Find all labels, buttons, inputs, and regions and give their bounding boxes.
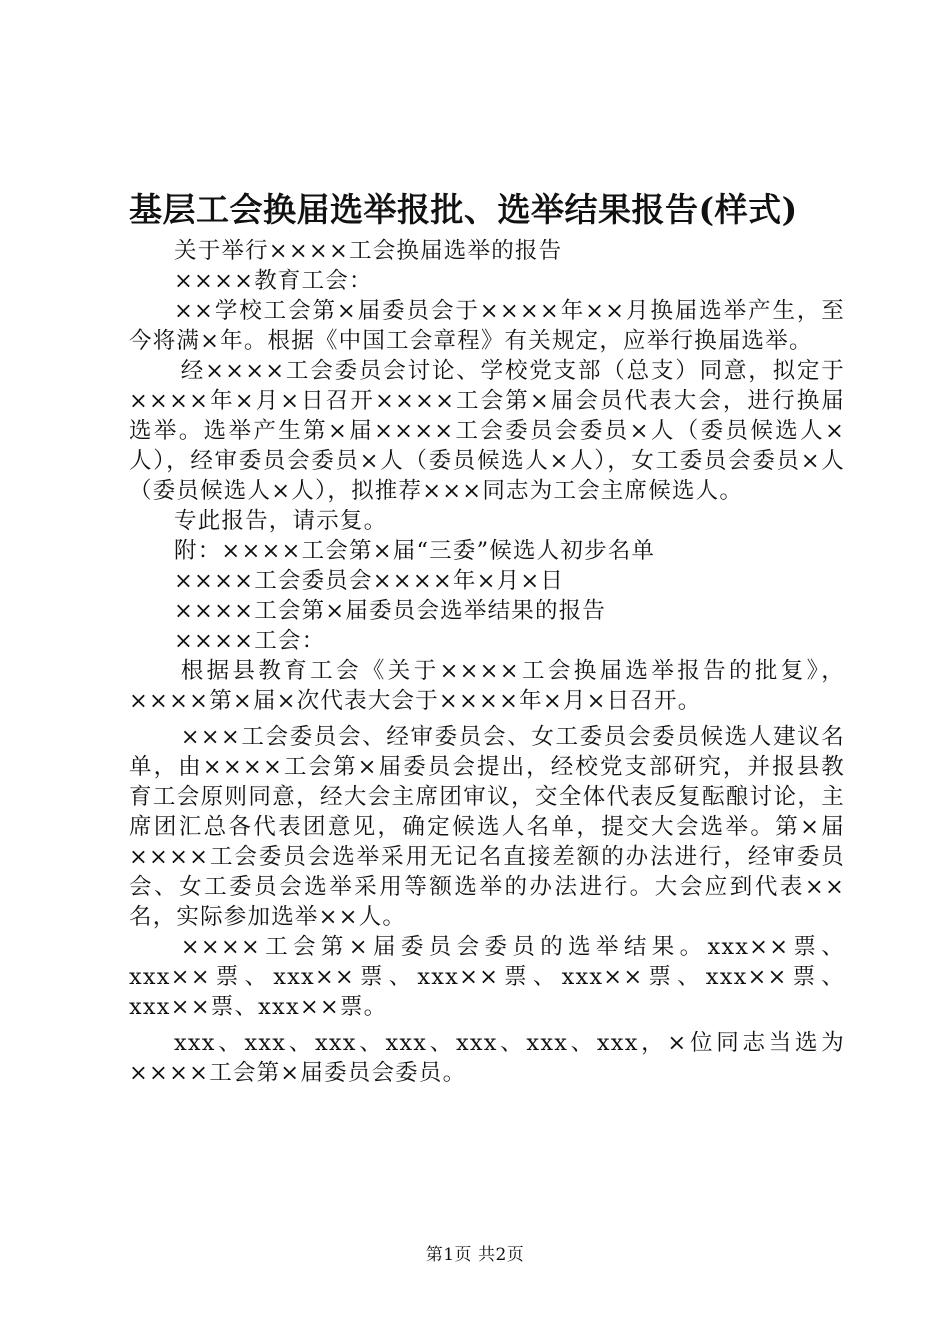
page-number: 第1页 共2页 <box>425 1245 525 1265</box>
document-body <box>129 236 845 1088</box>
paragraph: ××学校工会第×届委员会于××××年××月换届选举产生，至今将满×年。根据《中国工会章程》有关规定，应举行换届选举。 <box>129 298 845 354</box>
paragraph: ×××工会委员会、经审委员会、女工委员会委员候选人建议名单，由××××工会第×届委员会提出，经校党支部研究，并报县教育工会原则同意，经大会主席团审议，交全体代表反复酝酿讨论，主席团汇总各代表团意见，确定候选人名单，提交大会选举。第×届××××工会委员会选举采用无记名直接差额的办法进行，经审委员会、女工委员会选举采用等额选举的办法进行。大会应到代表××名，实际参加选举××人。 <box>129 724 845 930</box>
report-heading: ××××工会第×届委员会选举结果的报告 <box>174 598 607 624</box>
attachment-note: 附：××××工会第×届“三委”候选人初步名单 <box>174 538 656 564</box>
addressee: ××××教育工会： <box>174 268 373 294</box>
paragraph: xxx、xxx、xxx、xxx、xxx、xxx、xxx，×位同志当选为××××工会第×届委员会委员。 <box>129 1030 845 1086</box>
paragraph: 经××××工会委员会讨论、学校党支部（总支）同意，拟定于××××年×月×日召开××××工会第×届会员代表大会，进行换届选举。选举产生第×届××××工会委员会委员×人（委员候选人×人），经审委员会委员×人（委员候选人×人），女工委员会委员×人（委员候选人×人），拟推荐×××同志为工会主席候选人。 <box>129 358 845 504</box>
paragraph: 专此报告，请示复。 <box>174 508 388 534</box>
addressee: ××××工会： <box>174 628 326 654</box>
report-heading: 关于举行××××工会换届选举的报告 <box>174 238 563 264</box>
document-title: 基层工会换届选举报批、选举结果报告(样式) <box>129 190 798 229</box>
paragraph: ××××工会第×届委员会委员的选举结果。xxx××票、xxx××票、xxx××票、xxx××票、xxx××票、xxx××票、xxx××票、xxx××票。 <box>129 934 845 1020</box>
signature-date: ××××工会委员会××××年×月×日 <box>174 568 565 594</box>
paragraph: 根据县教育工会《关于××××工会换届选举报告的批复》，××××第×届×次代表大会于××××年×月×日召开。 <box>129 658 845 714</box>
